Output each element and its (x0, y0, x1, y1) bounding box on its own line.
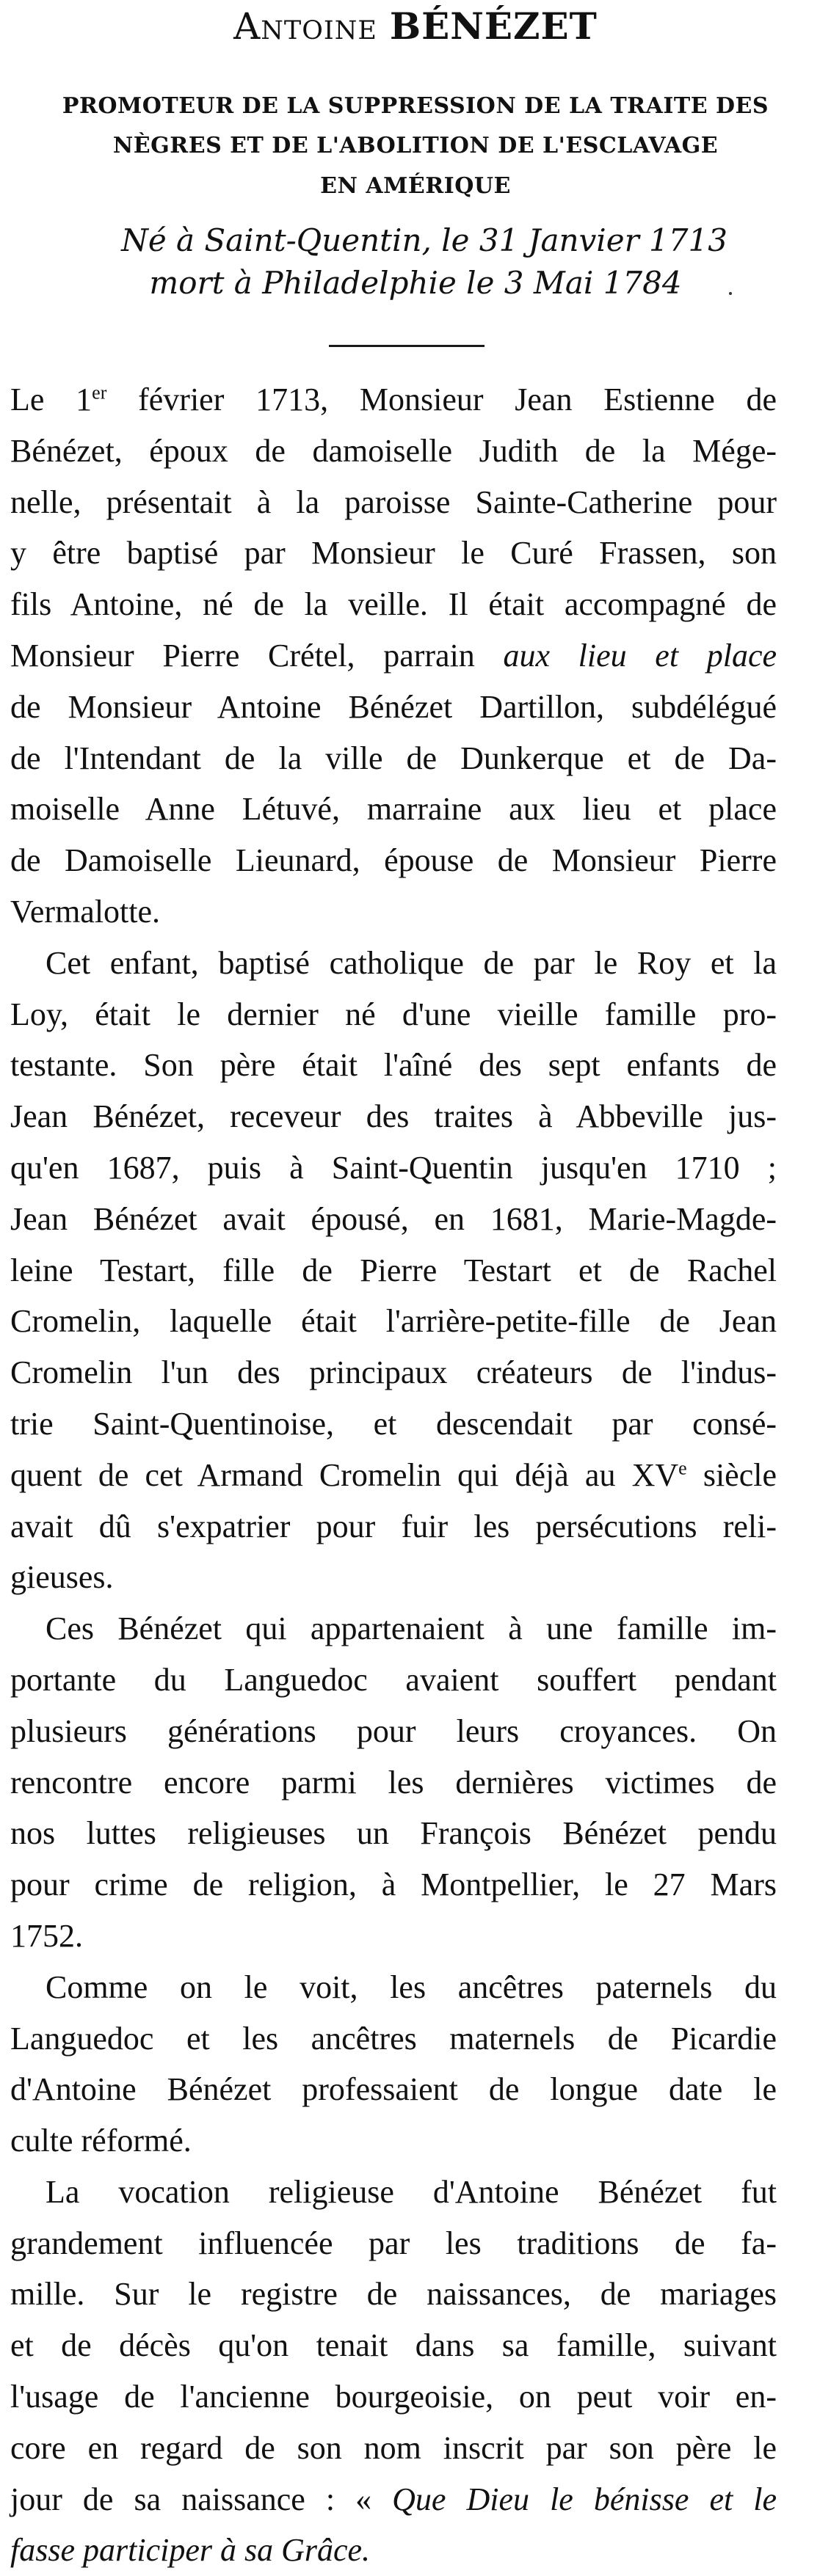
text-line: nelle, présentait à la paroisse Sainte-Catherine pour (10, 484, 777, 520)
title-first-name: Antoine (233, 5, 377, 48)
text-line: La vocation religieuse d'Antoine Bénézet fut (46, 2173, 777, 2210)
text-line: rencontre encore parmi les dernières victimes de (10, 1764, 777, 1800)
text-line: Bénézet, époux de damoiselle Judith de la Mége- (10, 432, 777, 469)
text-segment: jour de sa naissance : « (10, 2481, 393, 2517)
text-line: grandement influencée par les traditions de fa- (10, 2225, 777, 2261)
subtitle-line-1: PROMOTEUR DE LA SUPPRESSION DE LA TRAITE DES (62, 93, 769, 119)
text-line: mille. Sur le registre de naissances, de mariages (10, 2276, 777, 2313)
text-line: pour crime de religion, à Montpellier, le 27 Mars (10, 1867, 777, 1903)
birth-line: Né à Saint-Quentin, le 31 Janvier 1713 (121, 222, 727, 258)
text-line: nos luttes religieuses un François Bénézet pendu (10, 1815, 777, 1852)
text-line (10, 374, 777, 426)
title-last-name: BÉNÉZET (389, 4, 598, 48)
italic-segment: Que Dieu le bénisse et le (392, 2481, 777, 2517)
death-line: mort à Philadelphie le 3 Mai 1784 (149, 265, 682, 301)
text-segment: Le 1 (10, 382, 92, 417)
text-segment: Monsieur Pierre Crétel, parrain (10, 637, 504, 674)
superscript: er (92, 382, 107, 404)
text-line: Cromelin l'un des principaux créateurs de l'indus- (10, 1354, 777, 1391)
text-line: portante du Languedoc avaient souffert pendant (10, 1661, 777, 1698)
text-line (10, 2474, 777, 2525)
text-line: culte réformé. (10, 2123, 192, 2159)
text-line: plusieurs générations pour leurs croyances. On (10, 1712, 777, 1749)
text-line: Cet enfant, baptisé catholique de par le Roy et la (46, 944, 777, 981)
body-text (10, 374, 777, 2576)
text-line: fils Antoine, né de la veille. Il était accompagné de (10, 586, 777, 623)
text-line: de Damoiselle Lieunard, épouse de Monsieur Pierre (10, 842, 777, 879)
text-line: de Monsieur Antoine Bénézet Dartillon, subdélégué (10, 688, 777, 725)
text-line: leine Testart, fille de Pierre Testart et de Rachel (10, 1252, 777, 1288)
text-line: Cromelin, laquelle était l'arrière-petite-fille de Jean (10, 1303, 777, 1340)
text-line: et de décès qu'on tenait dans sa famille, suivant (10, 2327, 777, 2364)
text-segment: quent de cet Armand Cromelin qui déjà au XV (10, 1456, 679, 1493)
text-line: Languedoc et les ancêtres maternels de Picardie (10, 2020, 777, 2057)
text-line: Ces Bénézet qui appartenaient à une famille im- (46, 1610, 777, 1647)
text-line: core en regard de son nom inscrit par son père le (10, 2429, 777, 2466)
subtitle-line-3: EN AMÉRIQUE (320, 173, 511, 199)
italic-segment: aux lieu et place (503, 637, 777, 674)
text-line: moiselle Anne Létuvé, marraine aux lieu et place (10, 791, 777, 828)
text-line: Vermalotte. (10, 893, 161, 930)
text-line: d'Antoine Bénézet professaient de longue date le (10, 2071, 777, 2108)
text-segment: siècle (686, 1456, 777, 1493)
text-line: Jean Bénézet avait épousé, en 1681, Marie-Magde- (10, 1200, 777, 1237)
text-line: Jean Bénézet, receveur des traites à Abbeville jus- (10, 1098, 777, 1135)
text-line: y être baptisé par Monsieur le Curé Frassen, son (10, 535, 777, 572)
text-line (10, 1450, 777, 1501)
text-line: l'usage de l'ancienne bourgeoisie, on peut voir en- (10, 2379, 777, 2415)
text-line: 1752. (10, 1917, 83, 1954)
text-line: Comme on le voit, les ancêtres paternels du (46, 1969, 777, 2005)
text-line: testante. Son père était l'aîné des sept enfants de (10, 1047, 777, 1084)
page-title (0, 4, 831, 48)
ink-speck (729, 292, 732, 295)
text-segment: février 1713, Monsieur Jean Estienne de (106, 382, 777, 417)
superscript: e (678, 1457, 687, 1479)
text-line (10, 2525, 777, 2576)
text-line: de l'Intendant de la ville de Dunkerque et de Da- (10, 740, 777, 776)
text-line: qu'en 1687, puis à Saint-Quentin jusqu'en 1710 ; (10, 1149, 777, 1186)
text-line: gieuses. (10, 1559, 114, 1596)
italic-segment: fasse participer à sa Grâce. (10, 2532, 371, 2569)
text-line: trie Saint-Quentinoise, et descendait par consé- (10, 1405, 777, 1442)
text-line: Loy, était le dernier né d'une vieille famille pro- (10, 996, 777, 1032)
text-line (10, 630, 777, 682)
subtitle-line-2: NÈGRES ET DE L'ABOLITION DE L'ESCLAVAGE (112, 133, 719, 158)
section-divider (329, 345, 485, 347)
text-line: avait dû s'expatrier pour fuir les persécutions reli- (10, 1508, 777, 1544)
